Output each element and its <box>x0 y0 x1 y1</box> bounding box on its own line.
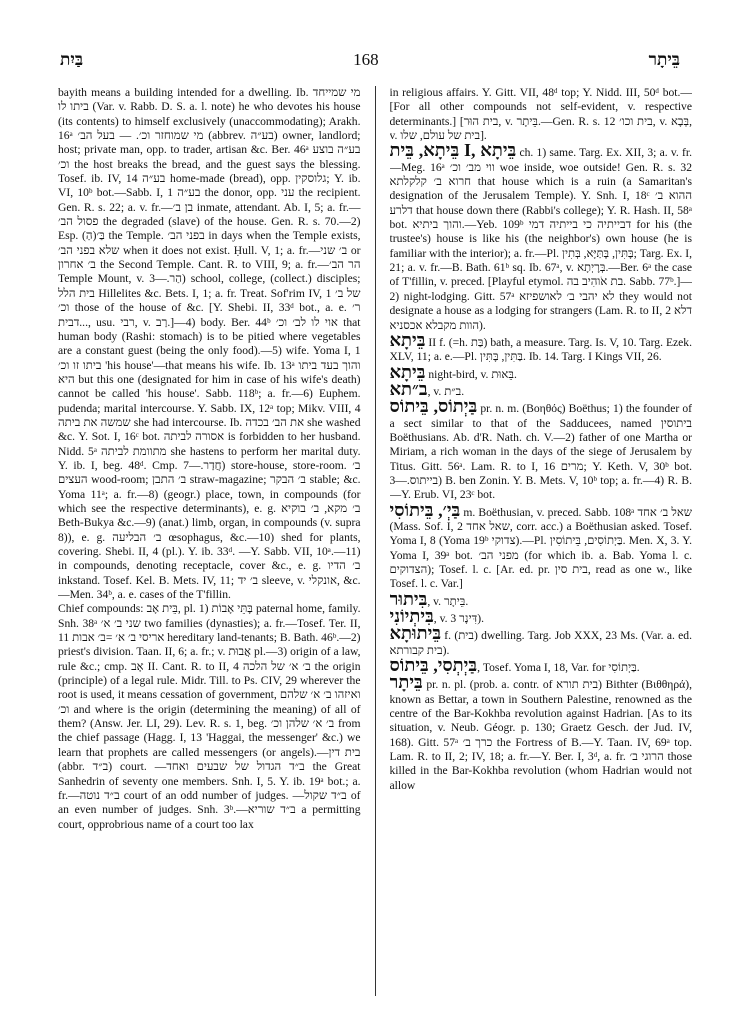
entry-body: pr. n. pl. (prob. a. contr. of בית תורא) Bithter (Βιθθηρά), known as Bettar, a town in Southern Palestine, renowned as the centre of the Bar-Kokhba revolution against Hadrian. [As to its situation, v. Neub. Géogr. p. 130; Graetz Gesch. der Jud. IV, 168). Gitt. 57ᵃ כרך ב׳ the Fortress of B.—Y. Taan. IV, 69ᵃ top. Lam. R. to II, 2; IV, 18; a. fr.—Y. Ber. I, 3ᵈ, a. fr. הרוגי ב׳ those killed in the Bar-Kokhba revolution (whom Hadrian would not allow <box>389 678 692 792</box>
entries-list <box>389 140 693 793</box>
entry-headword: בֵּיתָא <box>389 361 426 382</box>
entry-headword: בֵּיתוּתָא <box>389 623 442 644</box>
dictionary-entry <box>389 396 693 502</box>
right-running-head: בֵּיתָר <box>648 50 680 69</box>
page-number: 168 <box>353 50 379 69</box>
entry-headword: בֵּיתָא, בֵּית I, בֵּיתָא <box>389 140 517 161</box>
dictionary-entry <box>389 140 693 332</box>
entry-body: , v. דִּינָר 3). <box>433 612 484 626</box>
entry-headword: ב״תא <box>389 378 428 399</box>
right-column <box>390 86 693 996</box>
dictionary-entry <box>389 623 693 658</box>
entry-headword: בַּיְתְסִי, בֵּיתוֹס <box>389 655 478 676</box>
two-column-body <box>58 86 692 996</box>
entry-body: , v. ב״ת. <box>427 384 465 398</box>
entry-headword: בַּיְתוֹס, בֵּיתוֹס <box>389 396 478 417</box>
left-running-head: בַּיִת <box>60 50 84 69</box>
entry-headword: בִּיתְיוֹנִי <box>389 606 434 627</box>
bayith-continuation: bayith means a building intended for a dwelling. Ib. מי שמייחד ביתו לו (Var. v. Rabb. D. S. a. l. note) he who devotes his house (its contents) to himself exclusively (unaccommodating); Arakh. 16ᵃ מי שמוחזר וכ׳. — בעל הב׳ (abbrev. בע״ה) owner, landlord; host; private man, opp. to trader, artisan &c. Ber. 46ᵃ בע״ה בוצע וכ׳ the host breaks the bread, and the guest says the blessing. Tosef. ib. IV, 14 בע״ה home-made (bread), opp. גלוסקין; Y. ib. VI, 10ᵇ bot.—Sabb. I, 1 בע״ה the donor, opp. עני the recipient. Gen. R. s. 22; a. v. fr.—בן ב׳ inmate, attendant. Ab. I, 5; a. fr.—פסול הב׳ the degraded (slave) of the house. Gen. R. s. 70.—2) Esp. (הַ)בַּ׳ the Temple. בפני הב׳ in days when the Temple exists, שלא בפני הב׳ when it does not exist. Ḥull. V, 1; a. fr.—ב׳ שני or ב׳ אחרון the Second Temple. Cant. R. to VIII, 9; a. fr.—הר הב׳ Temple Mount, v. הַר.—3) school, college, (collect.) disciples; בית הלל Hillelites &c. Bets. I, 1; a. fr. Treat. Sof'rim IV, 1 של ב׳ וכ׳ those of the house of &c. [Y. Shebi. II, 33ᵈ bot., a. e. ר׳ ...דבית, usu. רבי, v. רַב.]—4) body. Ber. 44ᵇ אוי לו לב׳ וכ׳ that human body (Rashi: stomach) is to be pitied where vegetables are a constant guest (being the only food).—5) wife. Yoma I, 1 ביתו זו וכ׳ 'his house'—that means his wife. Ib. 13ᵃ והוך בעד ביתו היא but this one (designated for him in case of his wife's death) cannot be called 'his house'. Sabb. 118ᵇ; a. fr.—6) Euphem. pudenda; marital intercourse. Y. Sabb. IX, 12ᵃ top; Mikv. VIII, 4 שמשה את ביתה she had intercourse. Ib. את הב׳ בכדה she washed &c. Y. Sot. I, 16ᶜ bot. אסורה לביתה is forbidden to her husband. Nidd. 5ᵃ מתוומת לביתה she hastens to perform her marital duty. Y. ib. I, beg. 48ᵈ. Cmp. חֲדַר.—7) store-house, store-room. ב׳ העצים wood-room; ב׳ התבן straw-magazine; ב׳ הבקר stable; &c. Yoma 11ᵃ; a. fr.—8) (geogr.) place, town, in compounds (for which see the respective determinants), e. g. ב׳ מקא, ב׳ בוקיא Beth-Bukya &c.—9) (anat.) limb, organ, in compounds (v. supra 8)), e. g. ב׳ הבליעה œsophagus, &c.—10) shed for plants, covering. Shebi. II, 4 (pl.). Y. ib. 33ᵈ. —Y. Sabb. VII, 10ᵃ.—11) in compounds, denoting receptacle, cover &c., e. g. ב׳ הדיו inkstand. Tosef. Kel. B. Mets. IV, 11; ב׳ יד sleeve, v. אונקלי, &c.—Men. 34ᵇ, a. e. cases of the T'fillin. <box>58 86 361 602</box>
dictionary-entry <box>389 499 693 592</box>
entry-body: m. Boëthusian, v. preced. Sabb. 108ᵃ שאל ב׳ אחד (Mass. Sof. I, 2 שאל אחד, corr. acc.) a Boëthusian asked. Tosef. Yoma I, 8 (Yoma 19ᵇ צדוקי).—Pl. בַּיְתוֹסִים, בֵּיתוֹסִין. Men. X, 3. Y. Yoma I, 39ᵃ bot. מפני הב׳ (for which ib. a. Bab. Yoma l. c. הצדוקים); Tosef. l. c. [Ar. ed. pr. בית סין, read as one w., like Tosef. l. c. Var.] <box>389 505 692 591</box>
entry-body: II f. (=h. בַּת) bath, a measure. Targ. Is. V, 10. Targ. Ezek. XLV, 11; a. e.—Pl. בַּתִּין, בָּתִּין. Ib. 14. Targ. I Kings VII, 26. <box>389 335 692 364</box>
entry-body: , v. בֵּיתָר. <box>427 594 469 608</box>
entry-body: night-bird, v. בֵּאוּת. <box>425 367 517 381</box>
entry-body: , Tosef. Yoma I, 18, Var. for בַּיְתוֹסִי. <box>477 661 640 675</box>
column-divider <box>375 86 376 996</box>
entry-headword: בֵּיתָא <box>389 329 426 350</box>
dictionary-entry <box>389 672 693 793</box>
chief-compounds-paragraph: Chief compounds: בֵּית אָב, pl. 1) בָּתֵּי אָבוֹת paternal home, family. Snh. 38ᵃ שני ב׳ א׳ two families (dynasties); a. fr.—Tosef. Ter. II, 11 אריסי ב׳ א׳ =ב׳ אבות hereditary land-tenants; B. Bath. 46ᵇ.—2) priest's division. Taan. II, 6; a. fr.; v. אֲבוּת pl.—3) origin of a law, rule &c.; cmp. אָב II. Cant. R. to II, 4 ב׳ א׳ של הלכה the origin (principle) of a legal rule. Midr. Till. to Ps. CIV, 29 wherever the root is used, it means cessation of government, ואיזהו ב׳ א׳ שלהם וכ׳ and where is the origin (determining the meaning) of all of them? (Answ. Jer. LI, 29). Lev. R. s. 1, beg. ב׳ א׳ שלהן וכ׳ from the chief passage (Hagg. I, 13 'Haggai, the messenger' &c.) we learn that prophets are called messengers (or angels).—בית דין (abbr. ב״ד) court. —ב״ד הגדול של שבעים ואחד the Great Sanhedrin of seventy one members. Snh. I, 5. Y. ib. 19ᵃ bot.; a. fr.—ב״ד נוטה court of an odd number of judges. —ב״ד שקול of an even number of judges. Snh. 3ᵇ.—ב״ד שוריא a permitting court, opprobrious name of a court too lax <box>58 602 361 831</box>
page-header <box>60 48 680 72</box>
dictionary-entry <box>389 329 693 365</box>
entry-body: f. (בית) dwelling. Targ. Job XXX, 23 Ms. (Var. a. ed. בית קבורתא). <box>389 629 692 657</box>
dictionary-entry <box>389 655 693 676</box>
entry-headword: בַּיְ׳, בֵּיתוֹסִי <box>389 499 461 520</box>
entry-headword: בִּיתוּר <box>389 588 428 609</box>
left-column <box>58 86 361 996</box>
entry-body: ch. 1) same. Targ. Ex. XII, 3; a. v. fr.—Meg. 16ᵃ ווי מב׳ וכ׳ woe inside, woe outside! Gen. R. s. 32 חרוא ב׳ קלקלתא that house which is a ruin (a Samaritan's designation of the Jerusalem Temple). Y. Snh. I, 18ᶜ ההוא ב׳ דלרע that house down there (Rabbi's college); Y. R. Hash. II, 58ᵃ bot. והוך ביתיא.—Yeb. 109ᵇ דבייתיה כי בייתיה דמי for his (the trustee's) house is like his (the neighbor's) own house (he is familiar with the interior); a. fr.—Pl. בָּתִּין, בָּתַּיָּא, בְּתִין; Targ. Ex. I, 21; a. v. fr.—B. Bath. 61ᵇ sq. Ib. 67ᵃ, v. בְּרָיְתָא.—Ber. 6ᵃ the case of T'fillin, v. preced. [Playful etymol. בת אֹוהִיב בה. Sabb. 77ᵇ.]—2) night-lodging. Gitt. 57ᵃ לא יהבי ב׳ לאושפיזא they would not designate a house as a lodging for strangers (Lam. R. to II, 2 דלא הוות מקבלא אכסניא). <box>389 146 692 332</box>
entry-headword: בֵּיתָר <box>389 672 423 693</box>
entry-body: pr. n. m. (Βοηθός) Boëthus; 1) the founder of a sect similar to that of the Sadducees, named ביתוסין Boëthusians. Ab. d'R. Nath. ch. V.—2) father of one Martha or Miriam, a rich woman in the days of the siege of Jerusalem by Titus. Gitt. 56ᵃ. Lam. R. to I, 16 מרים; Y. Keth. V, 30ᵇ bot. בייתוס.—3) B. ben Zonin. Y. B. Mets. V, 10ᵇ top; a. fr.—4) R. B.—Y. Erub. VI, 23ᶜ bot. <box>389 402 692 502</box>
dictionary-entry <box>389 361 693 382</box>
dictionary-entry <box>389 588 693 609</box>
right-column-intro: in religious affairs. Y. Gitt. VII, 48ᵈ top; Y. Nidd. III, 50ᵈ bot.—[For all other compounds not self-evident, v. respective determinants.] [בית הוּר, v. בֵּיתָר.—Gen. R. s. 12 בית וכו׳, v. בְּבָא, v. בית של עולם, שלו]. <box>389 86 692 143</box>
